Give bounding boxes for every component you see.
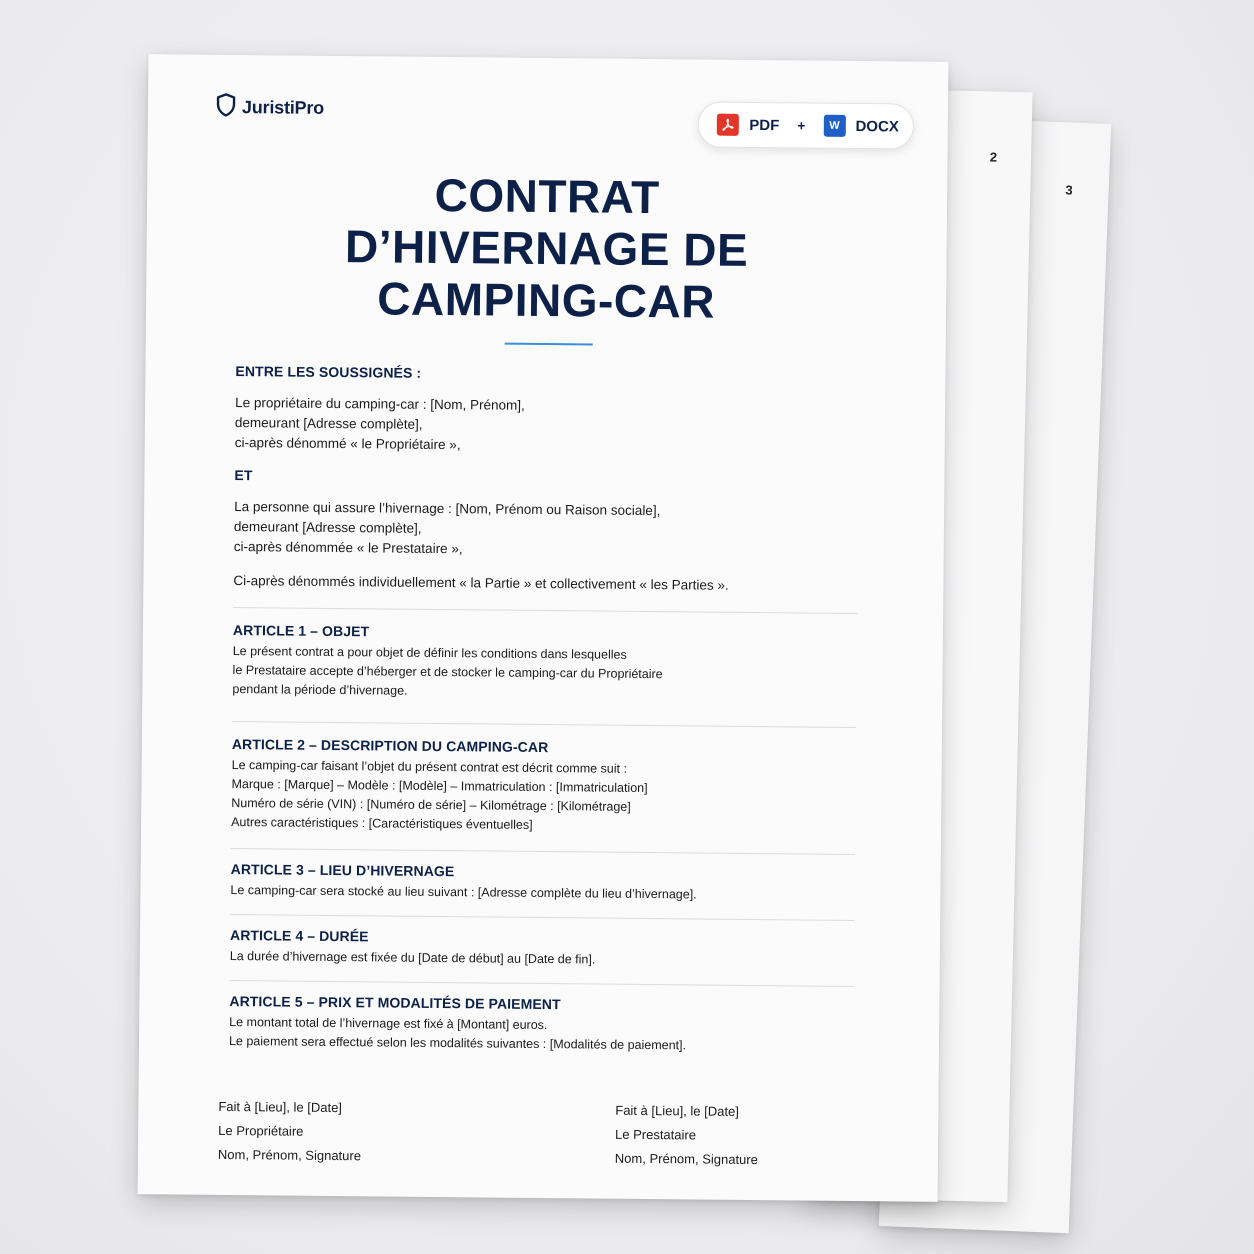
article-line: Numéro de série (VIN) : [Numéro de série] – Kilométrage : [Kilométrage]: [231, 796, 631, 814]
provider-line: La personne qui assure l’hivernage : [Nom, Prénom ou Raison sociale],: [234, 499, 661, 519]
article-heading: ARTICLE 3 – LIEU D’HIVERNAGE: [230, 861, 455, 880]
owner-line: Le propriétaire du camping-car : [Nom, Prénom],: [235, 395, 525, 413]
signature-line: Nom, Prénom, Signature: [217, 1146, 362, 1164]
docx-label: DOCX: [855, 117, 899, 135]
article-3: [230, 861, 850, 906]
article-heading: ARTICLE 2 – DESCRIPTION DU CAMPING-CAR: [231, 736, 549, 756]
pdf-label: PDF: [749, 116, 780, 134]
article-line: pendant la période d’hivernage.: [232, 682, 408, 698]
and-heading: ET: [234, 467, 253, 484]
article-5: [229, 993, 850, 1057]
owner-line: demeurant [Adresse complète],: [234, 415, 423, 432]
article-2: [231, 736, 852, 838]
article-heading: ARTICLE 1 – OBJET: [232, 622, 370, 640]
provider-block: [234, 497, 855, 563]
shield-icon: [216, 93, 236, 122]
owner-line: ci-après dénommé « le Propriétaire »,: [234, 435, 461, 453]
owner-block: [235, 393, 856, 459]
owner-signature: [218, 1095, 362, 1168]
section-divider: [232, 721, 856, 728]
page-3-number: 3: [1065, 182, 1073, 198]
provider-line: ci-après dénommée « le Prestataire »,: [233, 539, 463, 557]
document-title: [146, 166, 947, 330]
section-divider: [230, 914, 854, 921]
brand-name: JuristiPro: [241, 97, 325, 118]
title-line-3: CAMPING-CAR: [377, 272, 716, 328]
collective-clause: Ci-après dénommés individuellement « la Partie » et collectivement « les Parties ».: [233, 573, 729, 593]
article-line: Le camping-car sera stocké au lieu suivant : [Adresse complète du lieu d’hivernage].: [230, 883, 697, 902]
plus-sign: +: [797, 117, 806, 134]
word-icon: W: [823, 115, 845, 137]
format-badge: [698, 101, 914, 149]
article-line: Le montant total de l’hivernage est fixé à [Montant] euros.: [229, 1015, 548, 1033]
article-line: Autres caractéristiques : [Caractéristiques éventuelles]: [231, 815, 533, 832]
brand-logo: [216, 93, 324, 123]
article-line: le Prestataire accepte d’héberger et de stocker le camping-car du Propriétaire: [232, 663, 663, 682]
page-1-sheet: [138, 54, 949, 1202]
title-line-2: D’HIVERNAGE DE: [344, 220, 749, 276]
contract-body: [229, 363, 856, 1057]
article-1: [232, 622, 853, 705]
section-divider: [230, 980, 854, 987]
article-line: Le paiement sera effectué selon les modalités suivantes : [Modalités de paiement].: [228, 1034, 687, 1053]
parties-heading: ENTRE LES SOUSSIGNÉS :: [235, 363, 422, 381]
signature-line: Nom, Prénom, Signature: [614, 1150, 758, 1168]
title-underline: [505, 343, 593, 346]
section-divider: [231, 848, 855, 855]
pdf-icon: [717, 114, 739, 136]
title-line-1: CONTRAT: [434, 168, 660, 224]
article-heading: ARTICLE 4 – DURÉE: [229, 927, 369, 945]
signature-line: Le Propriétaire: [218, 1122, 304, 1139]
provider-line: demeurant [Adresse complète],: [233, 519, 422, 536]
section-divider: [233, 607, 857, 614]
article-4: [230, 927, 850, 972]
signature-line: Fait à [Lieu], le [Date]: [615, 1102, 739, 1119]
article-line: La durée d’hivernage est fixée du [Date de début] au [Date de fin].: [229, 949, 596, 967]
article-line: Le camping-car faisant l’objet du présent contrat est décrit comme suit :: [231, 758, 628, 776]
article-heading: ARTICLE 5 – PRIX ET MODALITÉS DE PAIEMENT: [229, 993, 561, 1013]
signature-line: Le Prestataire: [614, 1126, 697, 1143]
page-2-number: 2: [989, 149, 998, 165]
article-line: Le présent contrat a pour objet de définir les conditions dans lesquelles: [232, 644, 627, 662]
signature-area: [218, 1095, 759, 1172]
provider-signature: [615, 1099, 759, 1172]
article-line: Marque : [Marque] – Modèle : [Modèle] – Immatriculation : [Immatriculation]: [231, 777, 648, 796]
signature-line: Fait à [Lieu], le [Date]: [218, 1098, 343, 1116]
